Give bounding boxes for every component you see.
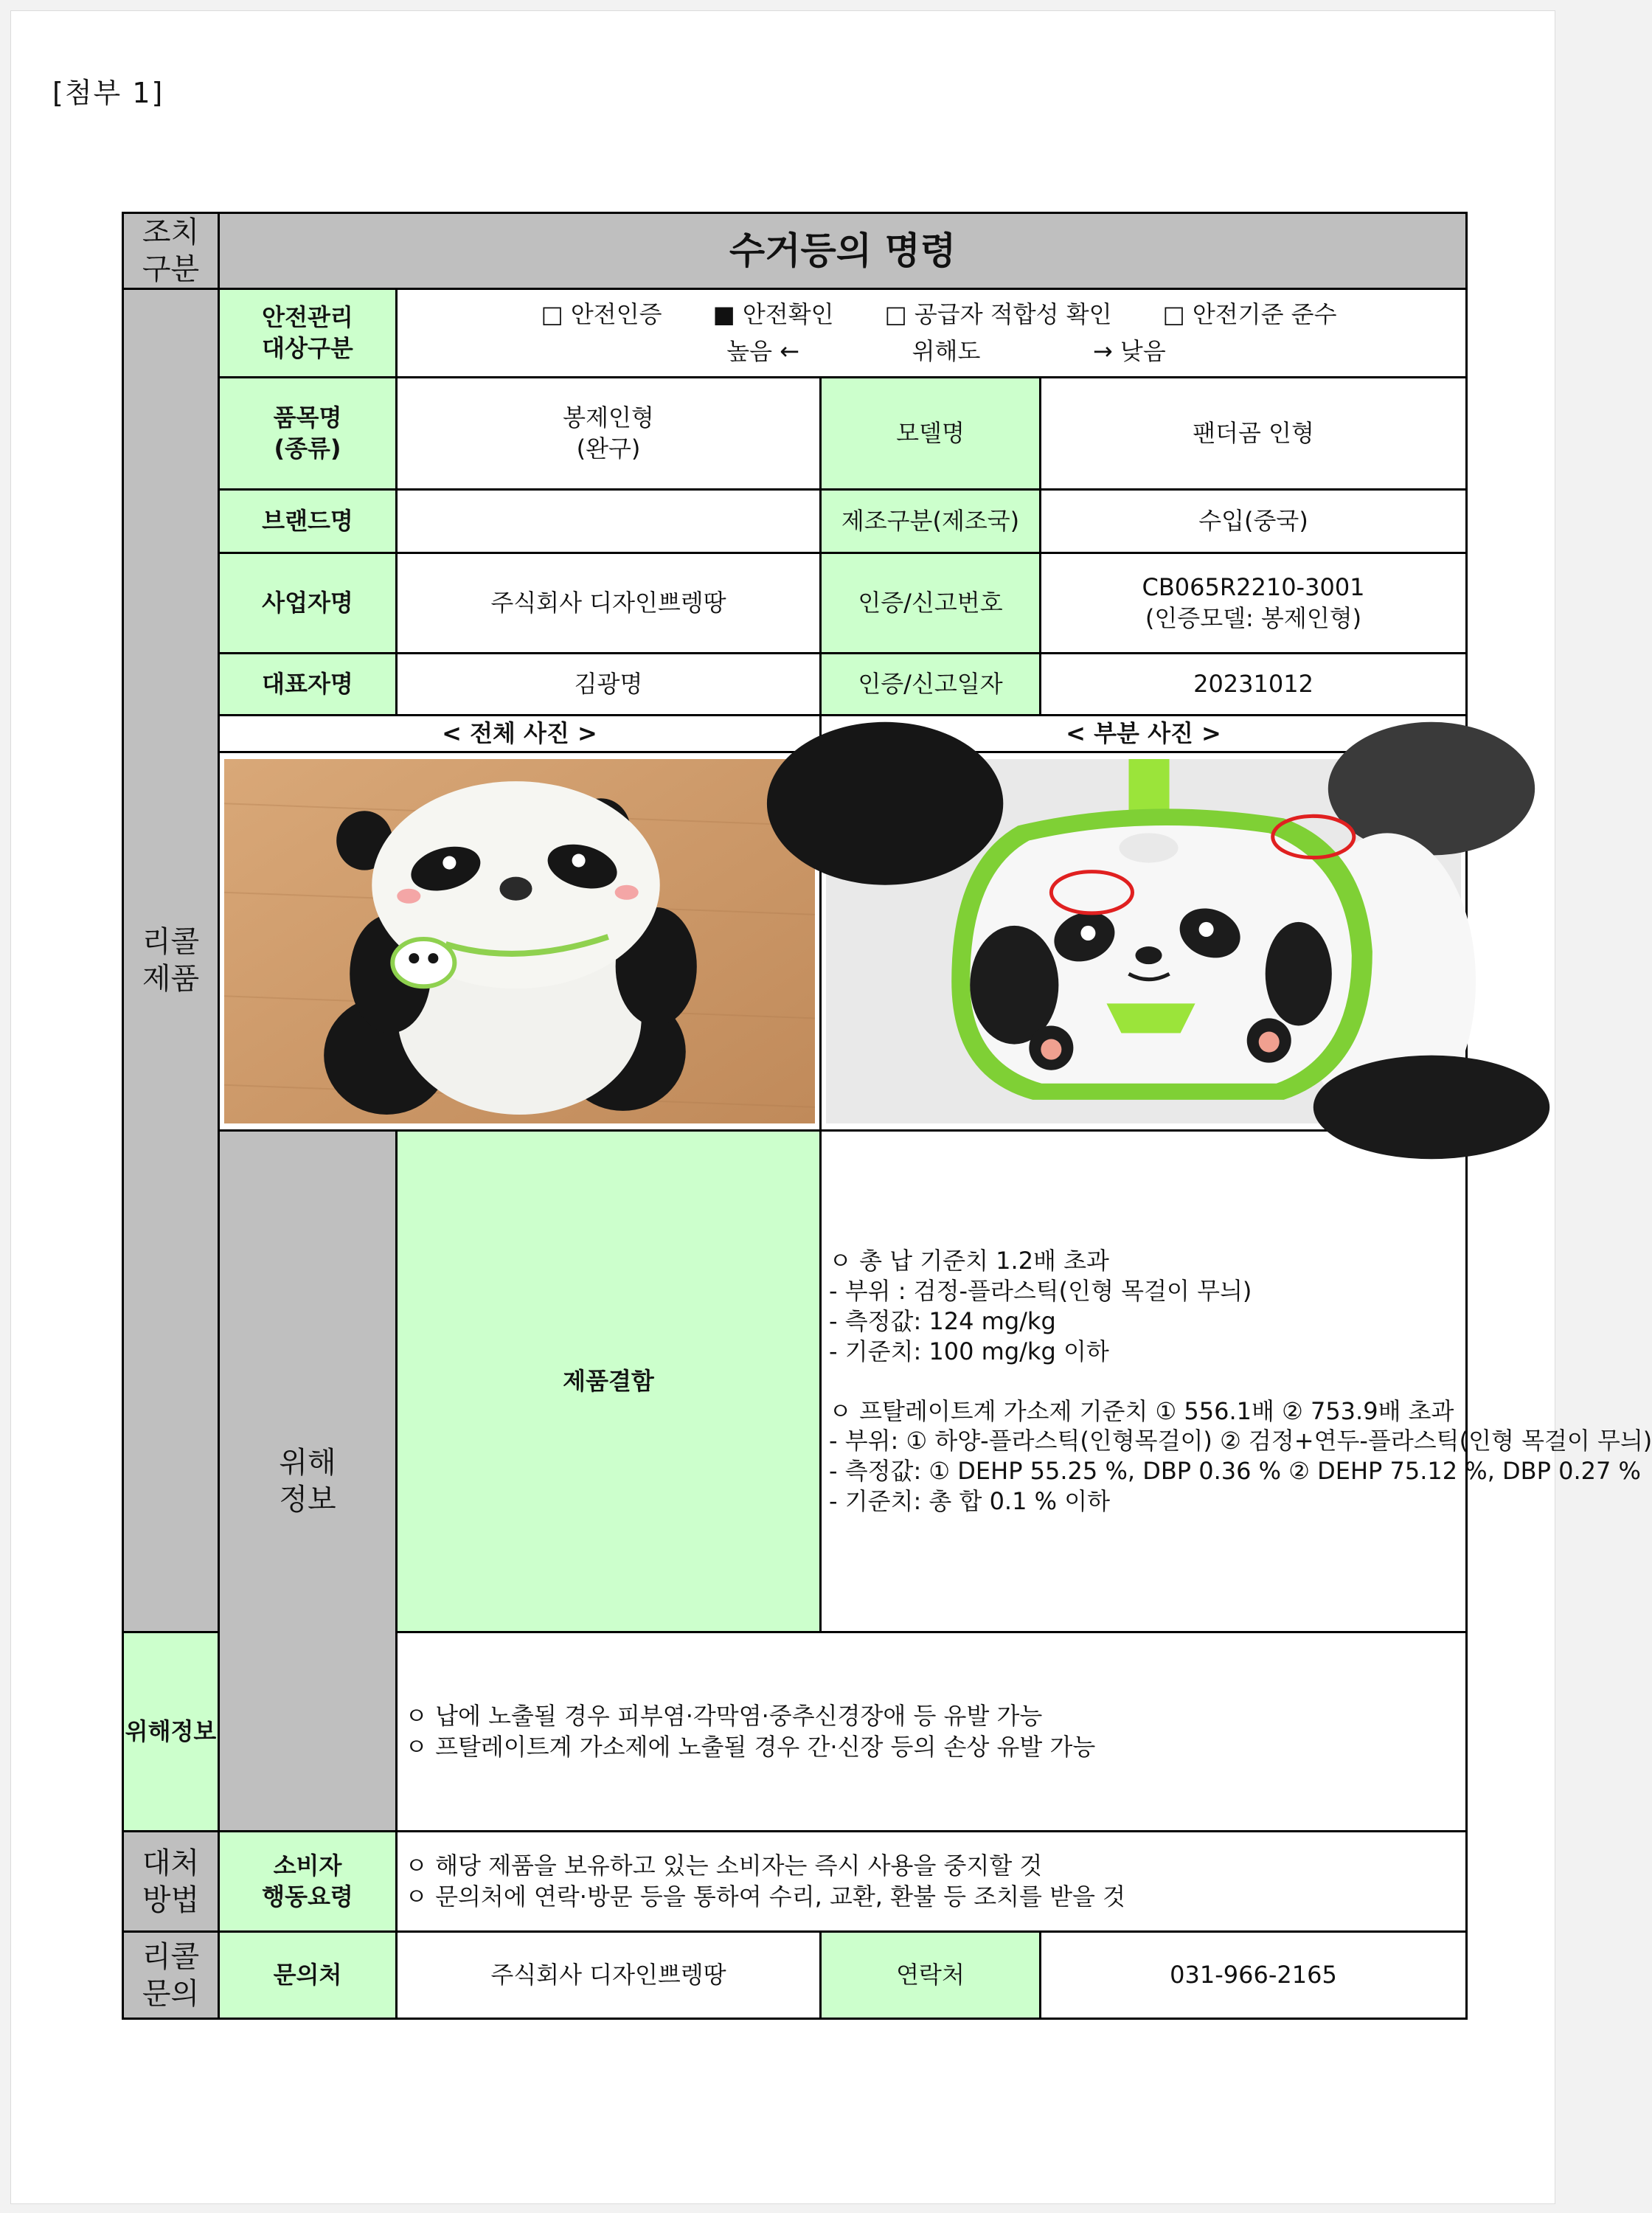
defect-line: ㅇ 총 납 기준치 1.2배 초과 (829, 1246, 1109, 1275)
item-name-value: 봉제인형 (완구) (397, 378, 821, 490)
business-name-value: 주식회사 디자인쁘렝땅 (397, 553, 821, 654)
mfg-type-value: 수입(중국) (1041, 490, 1467, 553)
document-title: 수거등의 명령 (219, 213, 1467, 289)
attachment-label: [첨부 1] (52, 77, 164, 109)
cert-number-label: 인증/신고번호 (821, 553, 1041, 654)
consumer-action-line: ㅇ 문의처에 연락·방문 등을 통하여 수리, 교환, 환불 등 조치를 받을 것 (405, 1882, 1126, 1911)
product-defect-value (821, 1131, 1652, 1632)
brand-name-value (397, 490, 821, 553)
document-page (10, 10, 1652, 2204)
option-safety-certification: □ 안전인증 (541, 299, 662, 328)
inquiry-section-label: 리콜 문의 (123, 1932, 219, 2019)
option-supplier-conformity: □ 공급자 적합성 확인 (884, 299, 1112, 328)
mfg-type-label: 제조구분(제조국) (821, 490, 1041, 553)
option-safety-confirmation: ■ 안전확인 (712, 299, 834, 328)
contact-place-label: 문의처 (219, 1932, 397, 2019)
defect-line: - 기준치: 100 mg/kg 이하 (829, 1337, 1109, 1365)
full-photo-label: < 전체 사진 > (219, 716, 821, 752)
partial-photo-label: < 부분 사진 > (821, 716, 1467, 752)
cert-number-value: CB065R2210-3001 (인증모델: 봉제인형) (1041, 553, 1467, 654)
consumer-action-line: ㅇ 해당 제품을 보유하고 있는 소비자는 즉시 사용을 중지할 것 (405, 1851, 1043, 1880)
defect-line: - 기준치: 총 합 0.1 % 이하 (829, 1487, 1111, 1516)
scale-high: 높음 ← (726, 336, 800, 365)
cert-date-label: 인증/신고일자 (821, 654, 1041, 716)
representative-value: 김광명 (397, 654, 821, 716)
hazard-info-line: ㅇ 납에 노출될 경우 피부염·각막염·중추신경장애 등 유발 가능 (405, 1701, 1043, 1730)
defect-line: - 부위 : 검정-플라스틱(인형 목걸이 무늬) (829, 1276, 1252, 1305)
representative-label: 대표자명 (219, 654, 397, 716)
defect-line: - 측정값: ① DEHP 55.25 %, DBP 0.36 % ② DEHP 75.12 %, DBP 0.27 % (829, 1457, 1641, 1486)
consumer-action-label: 소비자 행동요령 (219, 1832, 397, 1932)
consumer-action-value (397, 1832, 1467, 1932)
scale-label: 위해도 (912, 336, 981, 365)
defect-spacer (829, 1367, 1465, 1396)
safety-mgmt-label: 안전관리 대상구분 (219, 289, 397, 378)
safety-mgmt-value (397, 289, 1467, 378)
recall-notice-table (122, 212, 1652, 2020)
defect-line: ㅇ 프탈레이트계 가소제 기준치 ① 556.1배 ② 753.9배 초과 (829, 1396, 1454, 1425)
option-safety-standard: □ 안전기준 준수 (1162, 299, 1337, 328)
contact-number-label: 연락처 (821, 1932, 1041, 2019)
scale-low: → 낮음 (1092, 336, 1166, 365)
action-type-label: 조치 구분 (123, 213, 219, 289)
recall-product-section-label: 리콜 제품 (123, 289, 219, 1632)
business-name-label: 사업자명 (219, 553, 397, 654)
cert-date-value: 20231012 (1041, 654, 1467, 716)
response-section-label: 대처 방법 (123, 1832, 219, 1932)
hazard-section-label: 위해 정보 (219, 1131, 397, 1832)
hazard-info-line: ㅇ 프탈레이트계 가소제에 노출될 경우 간·신장 등의 손상 유발 가능 (405, 1732, 1096, 1761)
full-photo-cell (219, 752, 821, 1131)
panda-plush-photo (224, 759, 815, 1123)
model-name-label: 모델명 (821, 378, 1041, 490)
partial-photo-cell (821, 752, 1467, 1131)
brand-name-label: 브랜드명 (219, 490, 397, 553)
defect-line: - 부위: ① 하양-플라스틱(인형목걸이) ② 검정+연두-플라스틱(인형 목걸이 무늬) (829, 1427, 1652, 1455)
model-name-value: 팬더곰 인형 (1041, 378, 1467, 490)
contact-place-value: 주식회사 디자인쁘렝땅 (397, 1932, 821, 2019)
item-name-label: 품목명 (종류) (219, 378, 397, 490)
defect-line: - 측정값: 124 mg/kg (829, 1306, 1056, 1335)
product-defect-label: 제품결함 (397, 1131, 821, 1632)
hazard-info-value (397, 1632, 1467, 1832)
contact-number-value: 031-966-2165 (1041, 1932, 1467, 2019)
hazard-info-label: 위해정보 (123, 1632, 219, 1832)
necklace-closeup-photo (826, 759, 1461, 1123)
